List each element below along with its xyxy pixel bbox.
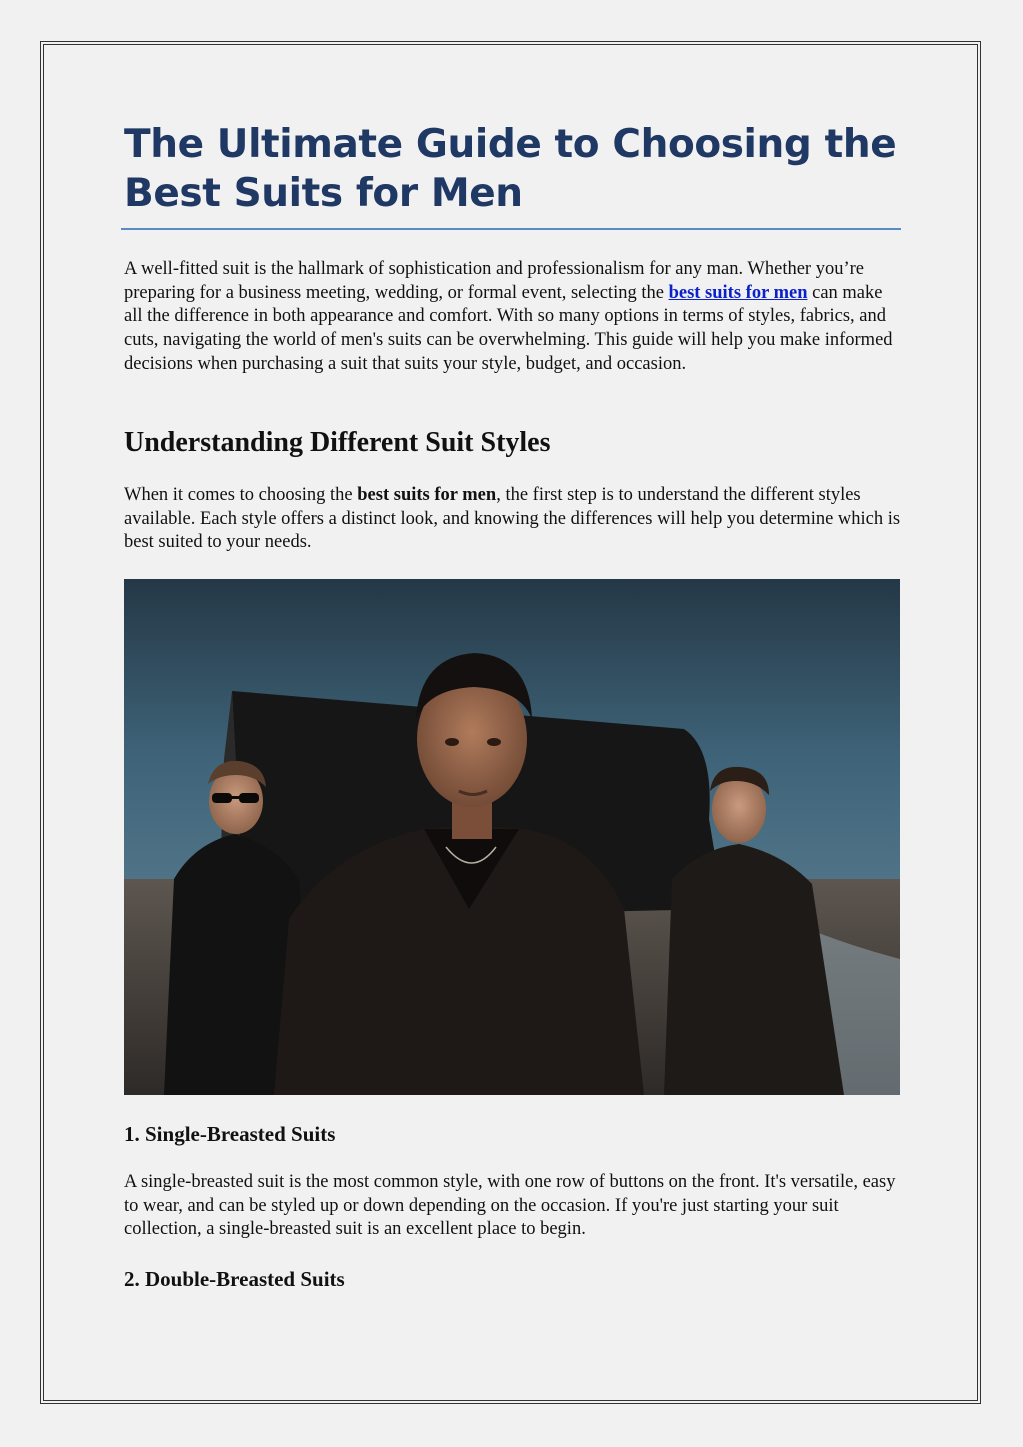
double-breasted-heading: 2. Double-Breasted Suits [124,1267,345,1291]
styles-paragraph [124,484,902,555]
single-breasted-paragraph: A single-breasted suit is the most common style, with one row of buttons on the front. It's versatile, easy to wear, and can be styled up or down depending on the occasion. If you're just starting your suit collection, a single-breasted suit is an excellent place to begin. [124,1172,896,1240]
men-in-suits-photo [124,579,900,1095]
best-suits-link[interactable]: best suits for men [668,282,808,303]
title-underline [121,228,901,230]
styles-text-before: When it comes to choosing the [124,485,358,505]
intro-text-after: can make all the difference in both appearance and comfort. With so many options in terms of styles, fabrics, and cuts, navigating the world of men's suits can be overwhelming. This guide will help you make informed decisions when purchasing a suit that suits your style, budget, and occasion. [124,282,893,374]
styles-text-after: , the first step is to understand the different styles available. Each style offers a distinct look, and knowing the differences will help you determine which is best suited to your needs. [124,485,901,553]
intro-text-before: A well-fitted suit is the hallmark of sophistication and professionalism for any man. Whether you’re preparing for a business meeting, wedding, or formal event, selecting the [124,259,864,303]
document-title: The Ultimate Guide to Choosing the Best Suits for Men [124,122,897,216]
document-body [124,120,902,1291]
photo-illustration [124,579,900,1095]
single-breasted-heading: 1. Single-Breasted Suits [124,1122,336,1146]
styles-bold-phrase: best suits for men [357,485,497,505]
intro-paragraph [124,258,902,377]
section-heading-styles: Understanding Different Suit Styles [124,427,551,458]
